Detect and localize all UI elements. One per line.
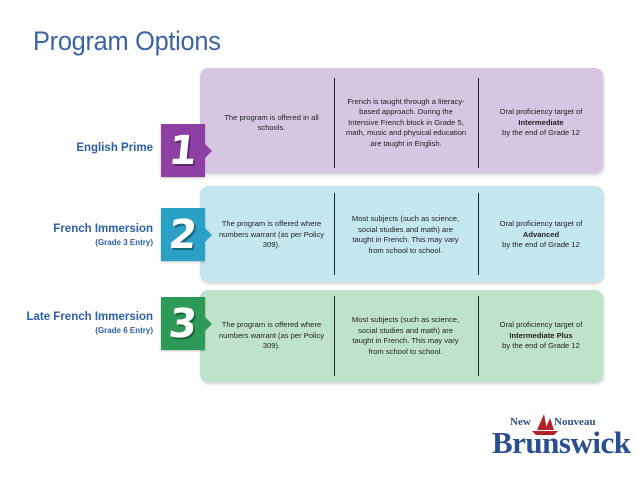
proficiency-prefix: Oral proficiency target of bbox=[499, 320, 583, 330]
column-divider bbox=[334, 193, 335, 275]
proficiency-cell bbox=[486, 298, 596, 374]
availability-text: The program is offered where numbers warrant (as per Policy 309). bbox=[218, 219, 325, 250]
column-divider bbox=[478, 78, 479, 168]
program-entry: (Grade 6 Entry) bbox=[95, 326, 153, 335]
logo-new-text: New bbox=[510, 416, 531, 428]
row-label bbox=[53, 223, 153, 247]
badge-number: 3 bbox=[166, 300, 200, 347]
page-title: Program Options bbox=[33, 26, 221, 56]
column-divider bbox=[478, 296, 479, 376]
proficiency-cell bbox=[486, 78, 596, 168]
instruction-cell bbox=[348, 298, 463, 374]
row-label bbox=[76, 142, 153, 154]
instruction-cell bbox=[348, 195, 463, 275]
proficiency-suffix: by the end of Grade 12 bbox=[502, 341, 580, 351]
availability-text: The program is offered in all schools. bbox=[224, 112, 319, 132]
program-entry: (Grade 3 Entry) bbox=[95, 238, 153, 247]
proficiency-level: Intermediate bbox=[518, 117, 564, 127]
badge-number: 1 bbox=[166, 127, 200, 174]
column-divider bbox=[334, 296, 335, 376]
new-brunswick-logo bbox=[492, 414, 631, 469]
proficiency-suffix: by the end of Grade 12 bbox=[502, 128, 580, 138]
availability-cell bbox=[214, 195, 329, 275]
logo-brunswick-text: Brunswick bbox=[492, 425, 631, 460]
row-label bbox=[26, 311, 153, 335]
badge-number: 2 bbox=[166, 211, 200, 258]
program-name: French Immersion bbox=[53, 223, 153, 235]
number-badge bbox=[161, 124, 205, 177]
proficiency-cell bbox=[486, 195, 596, 275]
column-divider bbox=[478, 193, 479, 275]
column-divider bbox=[334, 78, 335, 168]
program-name: Late French Immersion bbox=[26, 311, 153, 323]
proficiency-level: Advanced bbox=[522, 229, 560, 239]
instruction-cell bbox=[344, 76, 468, 170]
instruction-text: Most subjects (such as science, social studies and math) are taught in French. This may vary from school to school. bbox=[351, 214, 460, 255]
instruction-text: French is taught through a literacy-based approach. During the Intensive French block in Grade 5, math, music and physical education are taught in English. bbox=[345, 96, 467, 148]
number-badge bbox=[161, 208, 205, 261]
program-name: English Prime bbox=[76, 142, 153, 154]
availability-text: The program is offered where numbers warrant (as per Policy 309). bbox=[218, 320, 325, 351]
availability-cell bbox=[214, 298, 329, 374]
instruction-text: Most subjects (such as science, social studies and math) are taught in French. This may vary from school to school. bbox=[351, 315, 460, 356]
number-badge bbox=[161, 297, 205, 350]
proficiency-suffix: by the end of Grade 12 bbox=[502, 240, 580, 250]
proficiency-prefix: Oral proficiency target of bbox=[499, 219, 583, 229]
proficiency-level: Intermediate Plus bbox=[509, 330, 573, 340]
logo-nouveau-text: Nouveau bbox=[554, 416, 596, 428]
proficiency-prefix: Oral proficiency target of bbox=[499, 107, 583, 117]
availability-cell bbox=[214, 78, 329, 168]
